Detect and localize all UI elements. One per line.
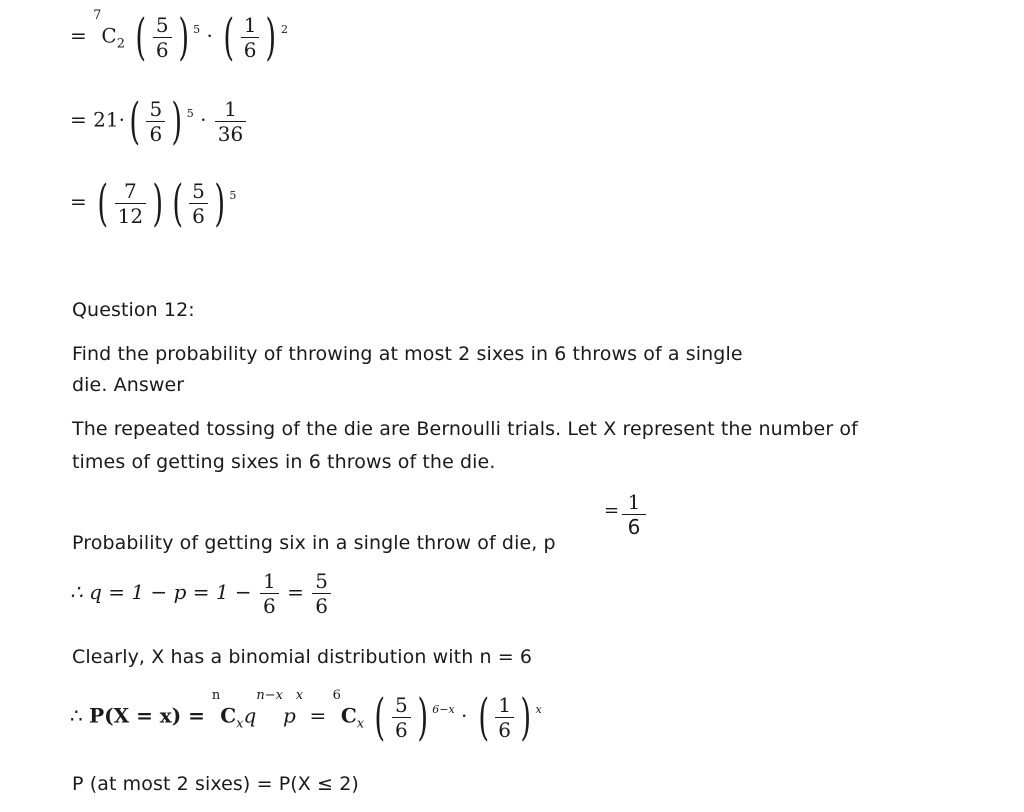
exponent: 5 <box>186 106 194 120</box>
fraction: $\frac{5}{6}$ <box>146 98 165 145</box>
fraction: $\frac{5}{6}$ <box>312 570 331 617</box>
probability-equals: = <box>604 500 620 521</box>
equals-sign: = <box>70 23 87 48</box>
question-text-line-1: Find the probability of throwing at most 2 sixes in 6 throws of a single <box>72 343 743 365</box>
probability-denominator: 6 <box>627 515 641 539</box>
fraction: $\frac{5}{6}$ <box>392 694 411 741</box>
fraction: $\frac{7}{12}$ <box>115 180 146 227</box>
equation-line-2: = 21·( $\frac{5}{6}$ ) $^5$ · $\frac{1}{36}$ <box>70 96 248 146</box>
fraction: $\frac{1}{6}$ <box>260 570 279 617</box>
exponent: 6−x <box>432 702 455 716</box>
fraction: $\frac{1}{36}$ <box>215 98 246 145</box>
binomial-text: Clearly, X has a binomial distribution with n = 6 <box>72 646 533 668</box>
pmf-equation: ∴ $P(X = x) = ^nC_xq^{n-x}p^x = ^6C_x$ ( $\frac{5}{6}$ ) $^{6-x}$ · ( $\frac{1}{6}$ ) $^x$ <box>70 688 542 746</box>
exponent: 2 <box>280 22 288 36</box>
coefficient: 21· <box>93 107 125 132</box>
question-heading: Question 12: <box>72 299 195 321</box>
probability-text: Probability of getting six in a single throw of die, p <box>72 532 556 554</box>
equals-sign: = <box>70 189 87 214</box>
equation-line-1: = $^7C_2$ ( $\frac{5}{6}$ ) $^5$ · ( $\frac{1}{6}$ ) $^2$ <box>70 8 288 66</box>
fraction: $\frac{1}{6}$ <box>495 694 514 741</box>
paragraph-line-1: The repeated tossing of the die are Bernoulli trials. Let X represent the number of <box>72 418 858 440</box>
q-equation: ∴ q = 1 − p = 1 − $\frac{1}{6}$ = $\frac{5}{6}$ <box>70 570 333 617</box>
exponent: 5 <box>193 22 201 36</box>
question-text-line-2: die. Answer <box>72 374 185 396</box>
equals-sign: = <box>70 107 87 132</box>
exponent: 5 <box>229 188 237 202</box>
final-line: P (at most 2 sixes) = P(X ≤ 2) <box>72 773 359 795</box>
pmf-lhs: P(X = x) = <box>89 703 212 728</box>
exponent: x <box>535 702 542 716</box>
fraction: $\frac{5}{6}$ <box>189 180 208 227</box>
combination-superscript: 7 <box>93 8 102 23</box>
q-expression: q = 1 − p = 1 − <box>89 580 252 604</box>
probability-numerator: 1 <box>622 490 646 515</box>
combination-symbol: C <box>101 23 117 48</box>
equation-line-3: = ( $\frac{7}{12}$ ) ( $\frac{5}{6}$ ) $^5$ <box>70 174 237 232</box>
fraction: $\frac{5}{6}$ <box>153 14 172 61</box>
probability-fraction <box>622 490 646 539</box>
fraction: $\frac{1}{6}$ <box>241 14 260 61</box>
combination-subscript: 2 <box>116 36 125 52</box>
paragraph-line-2: times of getting sixes in 6 throws of the die. <box>72 451 496 473</box>
